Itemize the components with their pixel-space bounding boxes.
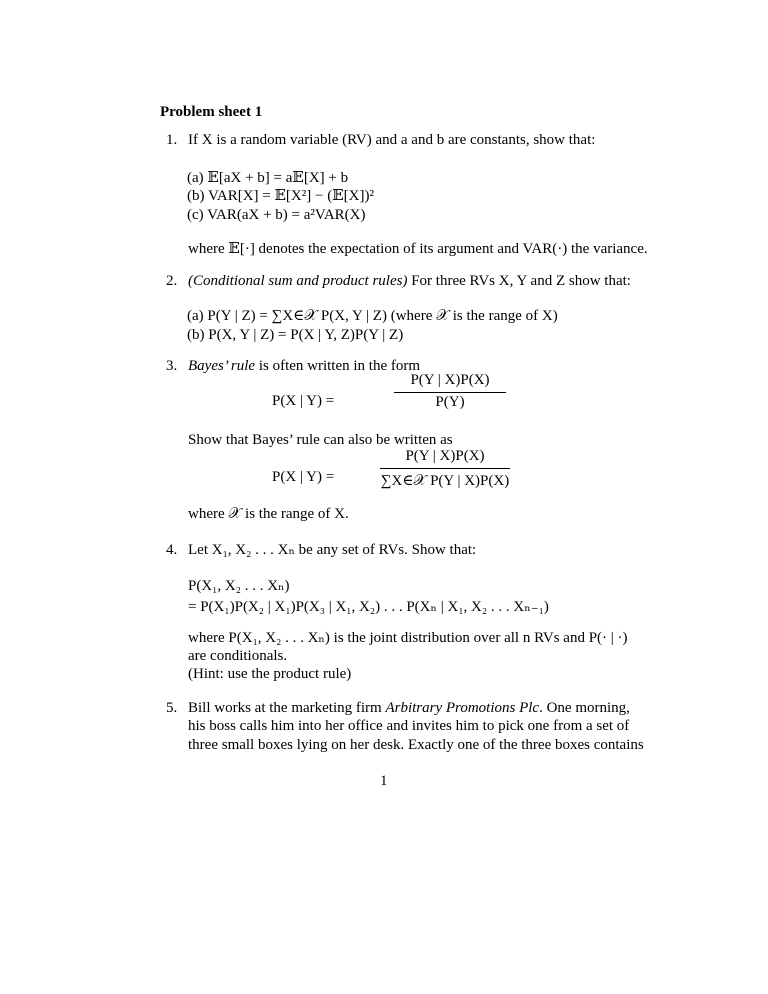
bayes-eq2-bar xyxy=(380,468,510,469)
problem-2b: (b) P(X, Y | Z) = P(X | Y, Z)P(Y | Z) xyxy=(187,327,404,343)
problem-2-intro-italic: (Conditional sum and product rules) xyxy=(188,273,408,289)
problem-4-hint: (Hint: use the product rule) xyxy=(188,666,352,682)
problem-4-number: 4. xyxy=(166,542,178,558)
problem-3-intro-rest: is often written in the form xyxy=(255,358,421,374)
problem-5-line3: three small boxes lying on her desk. Exactly one of the three boxes contains xyxy=(188,737,644,753)
problem-1a: (a) 𝔼[aX + b] = a𝔼[X] + b xyxy=(187,170,349,186)
bayes-eq1-fraction xyxy=(394,372,506,412)
bayes-eq2-denominator: ∑X∈𝒳 P(Y | X)P(X) xyxy=(380,473,510,489)
problem-2-intro-rest: For three RVs X, Y and Z show that: xyxy=(407,273,631,289)
bayes-eq1-numerator: P(Y | X)P(X) xyxy=(410,372,490,388)
problem-4-line2: = P(X₁)P(X₂ | X₁)P(X₃ | X₁, X₂) . . . P(Xₙ | X₁, X₂ . . . Xₙ₋₁) xyxy=(188,599,549,615)
bayes-eq1-bar xyxy=(394,392,506,393)
problem-2-intro xyxy=(188,272,631,290)
problem-3-number: 3. xyxy=(166,358,178,374)
bayes-eq1-lhs: P(X | Y) = xyxy=(272,393,335,409)
problem-4-note1: where P(X₁, X₂ . . . Xₙ) is the joint distribution over all n RVs and P(· | ·) xyxy=(188,630,628,646)
problem-3-mid: Show that Bayes’ rule can also be written as xyxy=(188,432,453,448)
bayes-eq2-fraction xyxy=(380,448,510,492)
page-number: 1 xyxy=(380,773,388,789)
problem-5-line1-pre: Bill works at the marketing firm xyxy=(188,700,386,716)
problem-1b: (b) VAR[X] = 𝔼[X²] − (𝔼[X])² xyxy=(187,188,374,204)
problem-1c: (c) VAR(aX + b) = a²VAR(X) xyxy=(187,207,366,223)
problem-1-intro: If X is a random variable (RV) and a and b are constants, show that: xyxy=(188,132,596,148)
problem-3-intro xyxy=(188,357,420,375)
problem-3-note: where 𝒳 is the range of X. xyxy=(188,506,349,522)
bayes-eq2-numerator: P(Y | X)P(X) xyxy=(405,448,485,464)
problem-5-line1-post: . One morning, xyxy=(539,700,630,716)
problem-1-note: where 𝔼[·] denotes the expectation of its argument and VAR(·) the variance. xyxy=(188,241,648,257)
problem-2a: (a) P(Y | Z) = ∑X∈𝒳 P(X, Y | Z) (where 𝒳 is the range of X) xyxy=(187,308,558,324)
problem-3-intro-italic: Bayes’ rule xyxy=(188,358,256,374)
sheet-title: Problem sheet 1 xyxy=(160,104,263,120)
bayes-eq1-denominator: P(Y) xyxy=(435,394,465,410)
bayes-eq2-lhs: P(X | Y) = xyxy=(272,469,335,485)
problem-5-line1 xyxy=(188,699,630,717)
problem-4-note2: are conditionals. xyxy=(188,648,288,664)
problem-4-line1: P(X₁, X₂ . . . Xₙ) xyxy=(188,578,290,594)
problem-5-line2: his boss calls him into her office and invites him to pick one from a set of xyxy=(188,718,630,734)
problem-5-firm-name: Arbitrary Promotions Plc xyxy=(385,700,540,716)
problem-5-number: 5. xyxy=(166,700,178,716)
problem-4-intro: Let X₁, X₂ . . . Xₙ be any set of RVs. Show that: xyxy=(188,542,477,558)
problem-2-number: 2. xyxy=(166,273,178,289)
problem-1-number: 1. xyxy=(166,132,178,148)
